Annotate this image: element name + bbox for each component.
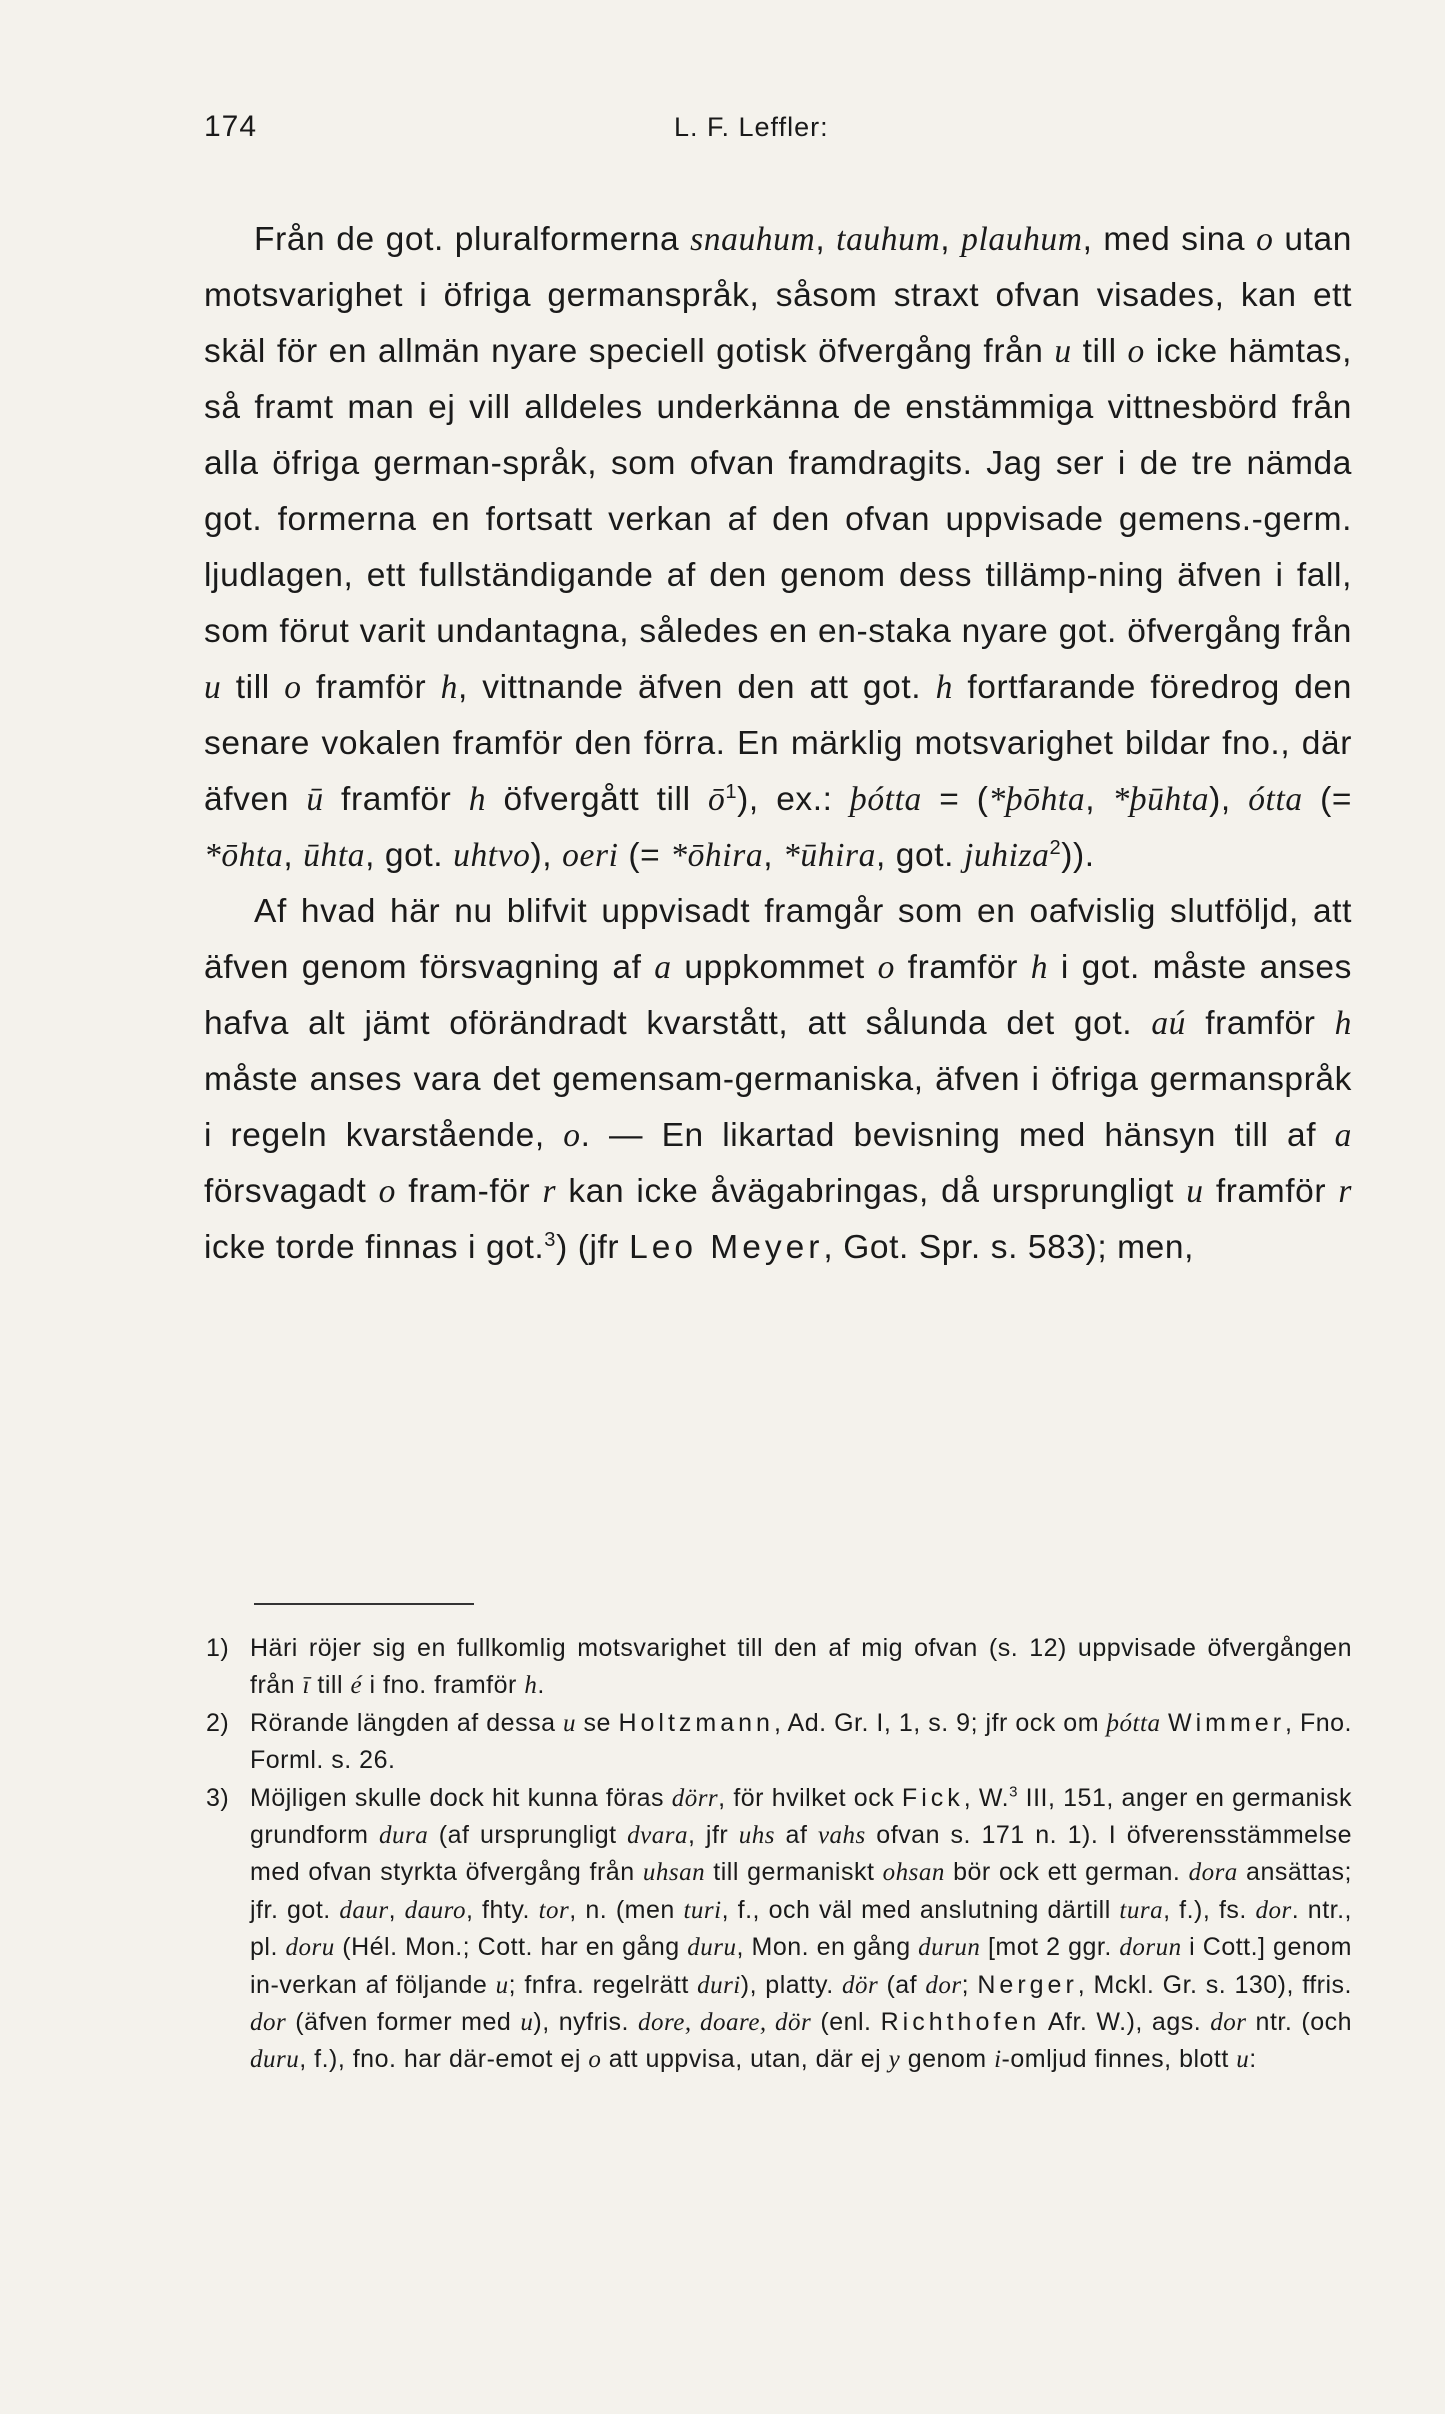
italic-word: i — [994, 2046, 1002, 2074]
text-run: Häri röjer sig en fullkomlig motsvarighet till den af mig ofvan (s. 12) uppvisade öfvergången från — [250, 1634, 1352, 1700]
italic-word: dura — [378, 1822, 429, 1850]
italic-word: dorun — [1119, 1934, 1182, 1962]
footnote-3 — [204, 1780, 1352, 2079]
text-run: framför — [301, 669, 441, 706]
text-run: ofvan s. 171 n. 1). I öfverensstämmelse med ofvan styrkta öfvergång från — [250, 1821, 1353, 1887]
italic-word: snauhum — [690, 221, 816, 258]
italic-word: r — [542, 1173, 557, 1210]
footnotes — [204, 1630, 1352, 2079]
text-run: bör ock ett german. — [944, 1858, 1189, 1887]
italic-word: o — [877, 949, 895, 986]
italic-word: dvara — [627, 1822, 688, 1850]
text-run: framför — [1186, 1005, 1335, 1042]
text-run: af — [775, 1821, 818, 1850]
italic-word: duru — [250, 2046, 300, 2074]
text-run: , jfr — [687, 1821, 739, 1850]
text-run: Rörande längden af dessa — [250, 1708, 564, 1737]
italic-word: ō — [708, 781, 726, 818]
paragraph-2 — [204, 884, 1352, 1276]
text-run: , Mckl. Gr. s. 130), ffris. — [1077, 1970, 1352, 1999]
text-run: i got. måste anses hafva alt jämt oförändradt kvarstått, att sålunda det got. — [204, 949, 1352, 1042]
text-run: (Hél. Mon.; Cott. har en gång — [334, 1933, 688, 1962]
italic-word: o — [588, 2046, 602, 2074]
italic-word: u — [204, 669, 222, 706]
italic-word: *þūhta — [1112, 781, 1210, 818]
italic-word: a — [1334, 1117, 1352, 1154]
italic-word: u — [520, 2009, 534, 2037]
italic-word: duru — [687, 1934, 737, 1962]
text-run: ), nyfris. — [533, 2008, 638, 2037]
page — [204, 0, 1352, 2414]
italic-word: juhiza — [963, 837, 1050, 874]
text-run: , f., och väl med anslutning därtill — [721, 1895, 1120, 1924]
paragraph-1 — [204, 212, 1352, 884]
italic-word: o — [1127, 333, 1145, 370]
italic-word: o — [563, 1117, 581, 1154]
text-run: ansättas; jfr. got. — [250, 1858, 1352, 1924]
text-run: icke torde finnas i got. — [204, 1229, 545, 1266]
text-run: till — [1071, 333, 1128, 370]
footnote-2 — [204, 1705, 1352, 1780]
footnote-mark: 1) — [206, 1634, 230, 1662]
italic-word: dora — [1188, 1859, 1238, 1887]
italic-word: uhsan — [642, 1859, 706, 1887]
text-run: utan motsvarighet i öfriga germanspråk, såsom straxt ofvan visades, kan ett skäl för en allmän nyare speciell gotisk öfvergång från — [204, 221, 1352, 370]
running-head: L. F. Leffler: — [674, 112, 829, 142]
italic-word: ī — [302, 1672, 310, 1700]
text-run: (äfven former med — [286, 2008, 521, 2037]
italic-word: dore, doare, dör — [638, 2009, 812, 2037]
italic-word: ūhta — [303, 837, 366, 874]
text-run: ), — [1209, 781, 1249, 818]
author-name: Fick — [901, 1783, 964, 1812]
text-run — [1160, 1709, 1168, 1737]
text-run: , got. — [875, 837, 964, 874]
text-run: . — [537, 1671, 545, 1700]
text-run: , Mon. en gång — [736, 1933, 919, 1962]
italic-word: y — [888, 2046, 901, 2074]
text-run: i fno. framför — [362, 1671, 525, 1700]
italic-word: é — [350, 1672, 363, 1700]
italic-word: þótta — [849, 781, 922, 818]
italic-word: *ōhira — [670, 837, 764, 874]
italic-word: turi — [683, 1896, 722, 1924]
text-run: , — [283, 837, 304, 874]
text-run: , W. — [963, 1783, 1010, 1812]
italic-word: h — [1334, 1005, 1352, 1042]
italic-word: h — [440, 669, 458, 706]
text-run: , för hvilket ock — [718, 1783, 902, 1812]
footnote-mark: 2) — [206, 1708, 230, 1737]
italic-word: dauro — [404, 1896, 466, 1924]
text-run: III, 151, anger en germanisk grundform — [250, 1783, 1352, 1850]
text-run: ), ex.: — [737, 781, 850, 818]
italic-word: þótta — [1106, 1709, 1161, 1737]
italic-word: *þōhta — [988, 781, 1086, 818]
text-run: (enl. — [811, 2008, 881, 2037]
text-run: ; fnfra. regelrätt — [508, 1970, 698, 1999]
text-run: ), platty. — [740, 1970, 842, 1999]
text-run: framför — [894, 949, 1031, 986]
text-run: Möjligen skulle dock hit kunna föras — [250, 1783, 672, 1812]
text-run: ) (jfr — [556, 1229, 630, 1266]
text-run: , Fno. Forml. s. 26. — [250, 1708, 1353, 1775]
italic-word: dor — [925, 1971, 962, 1999]
italic-word: uhs — [738, 1822, 776, 1850]
italic-word: doru — [285, 1934, 335, 1962]
body-text — [204, 212, 1352, 1276]
text-run: , Ad. Gr. I, 1, s. 9; jfr ock om — [773, 1708, 1107, 1737]
footnote-ref-2: 2 — [1049, 836, 1062, 859]
text-run: , — [940, 221, 962, 258]
author-name: Leo Meyer — [629, 1229, 824, 1266]
italic-word: duri — [697, 1971, 741, 1999]
italic-word: dor — [1210, 2009, 1247, 2037]
italic-word: dör — [841, 1971, 879, 1999]
italic-word: u — [1236, 2046, 1250, 2074]
page-number: 174 — [204, 110, 258, 143]
italic-word: ohsan — [882, 1859, 945, 1887]
text-run: [mot 2 ggr. — [980, 1933, 1120, 1962]
italic-word: vahs — [817, 1822, 866, 1850]
text-run: i Cott.] genom in-verkan af följande — [250, 1933, 1352, 1999]
italic-word: dor — [250, 2009, 287, 2037]
text-run: genom — [900, 2045, 995, 2074]
italic-word: dor — [1255, 1896, 1292, 1924]
text-run: ; — [961, 1970, 978, 1999]
footnote-1 — [204, 1630, 1352, 1705]
author-name: Wimmer — [1167, 1708, 1286, 1737]
italic-word: r — [1338, 1173, 1352, 1210]
text-run: ), — [530, 837, 563, 874]
text-run: Afr. W.), ags. — [1040, 2008, 1211, 2037]
footnote-mark: 3) — [206, 1783, 230, 1812]
italic-word: h — [1030, 949, 1049, 986]
text-run: till — [221, 669, 285, 706]
text-run: , — [763, 837, 784, 874]
text-run: (= — [618, 837, 671, 874]
author-name: Nerger — [977, 1970, 1078, 1999]
italic-word: o — [284, 669, 302, 706]
text-run: framför — [323, 781, 469, 818]
text-run: (af — [878, 1970, 926, 1999]
italic-word: tor — [538, 1896, 570, 1924]
text-run: , — [815, 221, 837, 258]
italic-word: h — [935, 669, 953, 706]
italic-word: a — [654, 949, 672, 986]
text-run: ntr. (och — [1246, 2008, 1353, 2037]
text-run: , — [1085, 781, 1113, 818]
text-run: öfvergått till — [486, 781, 709, 818]
text-run: Från de got. pluralformerna — [254, 221, 691, 258]
italic-word: *ūhira — [783, 837, 876, 874]
italic-word: plauhum — [961, 221, 1083, 258]
italic-word: u — [563, 1709, 577, 1737]
text-run: , f.), fs. — [1163, 1895, 1256, 1924]
text-run: , Got. Spr. s. 583); men, — [823, 1229, 1195, 1266]
author-name: Richthofen — [880, 2008, 1041, 2037]
text-run: , f.), fno. har där-emot ej — [299, 2045, 589, 2074]
text-run: , vittnande äfven den att got. — [457, 669, 936, 706]
italic-word: ótta — [1248, 781, 1303, 818]
text-run: (= — [1302, 781, 1353, 818]
text-run: -omljud finnes, blott — [1001, 2045, 1237, 2074]
text-run: = ( — [921, 781, 989, 818]
italic-word: o — [1256, 221, 1274, 258]
text-run: , n. (men — [569, 1895, 684, 1924]
italic-word: ū — [306, 781, 324, 818]
italic-word: durun — [918, 1934, 981, 1962]
text-run: att uppvisa, utan, där ej — [601, 2045, 889, 2074]
italic-word: u — [495, 1971, 509, 1999]
italic-word: h — [524, 1672, 538, 1700]
text-run: till germaniskt — [705, 1858, 883, 1887]
footnote-ref-3: 3 — [544, 1228, 557, 1251]
italic-word: oeri — [562, 837, 619, 874]
author-name: Holtzmann — [618, 1708, 774, 1737]
italic-word: h — [468, 781, 487, 818]
text-run: : — [1249, 2045, 1257, 2074]
italic-word: daur — [339, 1896, 389, 1924]
text-run: Af hvad här nu blifvit uppvisadt framgår som en oafvislig slutföljd, att äfven genom försvagning af — [204, 893, 1352, 986]
text-run: fram-för — [396, 1173, 543, 1210]
text-run: , — [388, 1895, 405, 1924]
italic-word: tauhum — [836, 221, 941, 258]
italic-word: *ōhta — [204, 837, 284, 874]
italic-word: u — [1186, 1173, 1204, 1210]
text-run: uppkommet — [671, 949, 878, 986]
text-run: , got. — [365, 837, 454, 874]
superscript: 3 — [1009, 1783, 1018, 1801]
text-run: , med sina — [1082, 221, 1257, 258]
italic-word: aú — [1151, 1005, 1187, 1042]
footnote-divider — [254, 1603, 474, 1605]
text-run: icke hämtas, så framt man ej vill alldeles underkänna de enstämmiga vittnesbörd från alla öfriga german-språk, som ofvan framdragits. Jag ser i de tre nämda got. formerna en fortsatt verkan af den ofvan uppvisade gemens.-germ. ljudlagen, ett fullständigande af den genom dess tillämp-ning äfven i fall, som förut varit undantagna, således en en-staka nyare got. öfvergång från — [204, 333, 1352, 650]
text-run: . ntr., pl. — [250, 1895, 1352, 1962]
text-run: måste anses vara det gemensam-germaniska, äfven i öfriga germanspråk i regeln kvarstående, — [204, 1061, 1352, 1154]
text-run: fortfarande föredrog den senare vokalen framför den förra. En märklig motsvarighet bildar fno., där äfven — [204, 669, 1352, 818]
text-run: kan icke åvägabringas, då ursprungligt — [556, 1173, 1187, 1210]
italic-word: u — [1054, 333, 1072, 370]
text-run: )). — [1061, 837, 1095, 874]
text-run: se — [576, 1708, 619, 1737]
italic-word: dörr — [671, 1784, 719, 1812]
text-run: (af ursprungligt — [428, 1821, 628, 1850]
italic-word: o — [378, 1173, 397, 1210]
text-run: , fhty. — [465, 1895, 539, 1924]
italic-word: uhtvo — [453, 837, 531, 874]
text-run: framför — [1203, 1173, 1339, 1210]
footnote-ref-1: 1 — [725, 780, 738, 803]
text-run: . — En likartad bevisning med hänsyn till af — [580, 1117, 1335, 1154]
italic-word: tura — [1119, 1896, 1164, 1924]
text-run: till — [309, 1671, 351, 1700]
page-header — [204, 110, 1352, 150]
text-run: försvagadt — [204, 1173, 379, 1210]
